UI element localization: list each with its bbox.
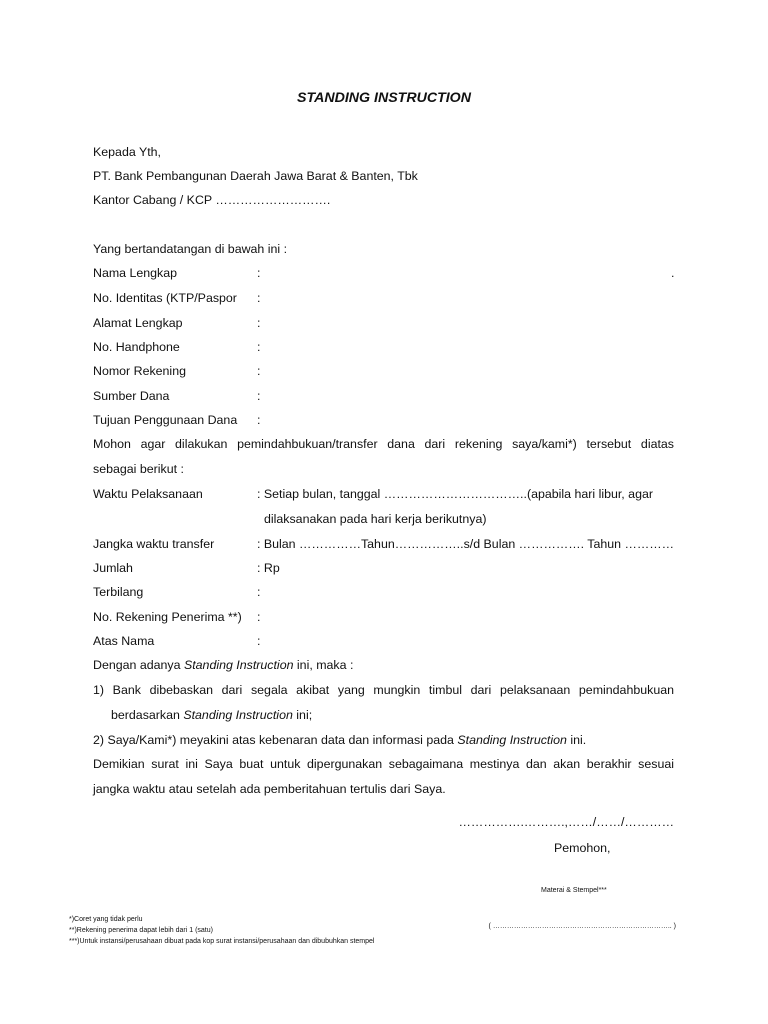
field-colon-alamat: : — [257, 316, 261, 330]
footnote-2: **)Rekening penerima dapat lebih dari 1 (satu) — [69, 927, 213, 934]
field-colon-nama: : — [257, 266, 261, 280]
jangka-value: : Bulan ……………Tahun……………..s/d Bulan ……………. Tahun ………… — [257, 537, 675, 551]
consequence-item-1: 1) Bank dibebaskan dari segala akibat yang mungkin timbul dari pelaksanaan pemindahbukuan — [93, 683, 674, 697]
jangka-label: Jangka waktu transfer — [93, 537, 215, 551]
atas-nama-value: : — [257, 634, 261, 648]
field-colon-handphone: : — [257, 340, 261, 354]
field-colon-rekening: : — [257, 364, 261, 378]
field-colon-tujuan: : — [257, 413, 261, 427]
rekening-penerima-label: No. Rekening Penerima **) — [93, 610, 242, 624]
terbilang-label: Terbilang — [93, 585, 144, 599]
consequence-item-2: 2) Saya/Kami*) meyakini atas kebenaran data dan informasi pada Standing Instruction ini. — [93, 733, 587, 747]
request-line-1: Mohon agar dilakukan pemindahbukuan/transfer dana dari rekening saya/kami*) tersebut diatas — [93, 437, 674, 451]
closing-line-1: Demikian surat ini Saya buat untuk dipergunakan sebagaimana mestinya dan akan berakhir sesuai — [93, 757, 674, 771]
document-title: STANDING INSTRUCTION — [297, 90, 471, 106]
field-label-identitas: No. Identitas (KTP/Paspor — [93, 291, 237, 305]
field-trailing-dot: . — [671, 266, 675, 280]
jumlah-label: Jumlah — [93, 561, 133, 575]
footnote-1: *)Coret yang tidak perlu — [69, 916, 143, 923]
field-colon-sumber-dana: : — [257, 389, 261, 403]
intro-text: Yang bertandatangan di bawah ini : — [93, 242, 288, 256]
field-label-sumber-dana: Sumber Dana — [93, 389, 170, 403]
consequence-item-1-cont: berdasarkan Standing Instruction ini; — [111, 708, 313, 722]
field-label-nama: Nama Lengkap — [93, 266, 178, 280]
date-line: …………….……….,……/……/………… — [458, 815, 674, 829]
footnote-3: ***)Untuk instansi/perusahaan dibuat pada kop surat instansi/perusahaan dan dibubuhkan stempel — [69, 938, 375, 945]
addressee-bank: PT. Bank Pembangunan Daerah Jawa Barat & Banten, Tbk — [93, 169, 418, 183]
closing-line-2: jangka waktu atau setelah ada pemberitahuan tertulis dari Saya. — [93, 782, 446, 796]
stamp-label: Materai & Stempel*** — [541, 887, 607, 894]
terbilang-value: : — [257, 585, 261, 599]
applicant-label: Pemohon, — [554, 841, 611, 855]
atas-nama-label: Atas Nama — [93, 634, 155, 648]
waktu-continuation: dilaksanakan pada hari kerja berikutnya) — [264, 512, 487, 526]
waktu-value: : Setiap bulan, tanggal ……………………………..(apabila hari libur, agar — [257, 487, 653, 501]
field-label-alamat: Alamat Lengkap — [93, 316, 183, 330]
addressee-salutation: Kepada Yth, — [93, 145, 161, 159]
signature-name-line: ( ………………………………………………………………….. ) — [488, 923, 676, 930]
request-line-2: sebagai berikut : — [93, 462, 184, 476]
consequence-intro: Dengan adanya Standing Instruction ini, maka : — [93, 658, 354, 672]
jumlah-value: : Rp — [257, 561, 280, 575]
field-label-rekening: Nomor Rekening — [93, 364, 186, 378]
field-label-handphone: No. Handphone — [93, 340, 180, 354]
addressee-branch: Kantor Cabang / KCP ………………………. — [93, 193, 331, 207]
waktu-label: Waktu Pelaksanaan — [93, 487, 203, 501]
field-colon-identitas: : — [257, 291, 261, 305]
field-label-tujuan: Tujuan Penggunaan Dana — [93, 413, 238, 427]
rekening-penerima-value: : — [257, 610, 261, 624]
